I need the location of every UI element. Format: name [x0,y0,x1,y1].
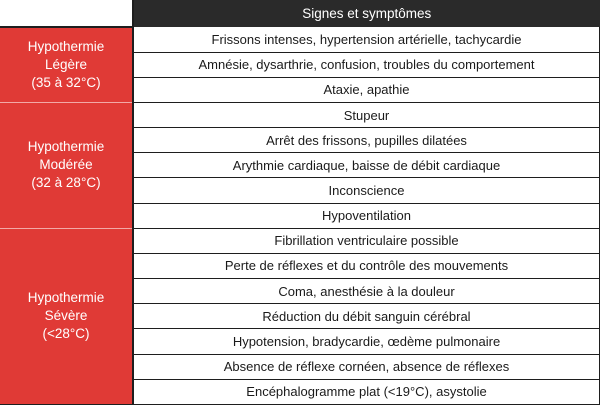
symptom-cell: Amnésie, dysarthrie, confusion, troubles du comportement [133,52,600,77]
table-row [0,27,600,52]
table-row [0,102,600,127]
category-moderate [0,102,133,228]
category-label-line: Hypothermie [27,38,105,54]
symptom-cell: Réduction du débit sanguin cérébral [133,304,600,329]
category-label-line: (35 à 32°C) [31,74,101,90]
symptom-cell: Perte de réflexes et du contrôle des mouvements [133,253,600,278]
header-symptoms: Signes et symptômes [133,0,600,27]
symptom-cell: Encéphalogramme plat (<19°C), asystolie [133,379,600,404]
symptom-cell: Fibrillation ventriculaire possible [133,228,600,253]
category-label-line: Sévère [44,308,88,324]
header-row [0,0,600,27]
category-mild [0,27,133,102]
symptom-cell: Coma, anesthésie à la douleur [133,279,600,304]
symptom-cell: Arrêt des frissons, pupilles dilatées [133,128,600,153]
symptom-cell: Frissons intenses, hypertension artérielle, tachycardie [133,27,600,52]
symptom-cell: Ataxie, apathie [133,77,600,102]
category-label-line: Légère [44,56,88,72]
symptom-cell: Hypotension, bradycardie, œdème pulmonaire [133,329,600,354]
category-label-line: Modérée [39,157,93,173]
symptom-cell: Arythmie cardiaque, baisse de débit cardiaque [133,153,600,178]
symptom-cell: Inconscience [133,178,600,203]
symptom-cell: Absence de réflexe cornéen, absence de réflexes [133,354,600,379]
category-label-line: (<28°C) [42,326,90,342]
symptom-cell: Hypoventilation [133,203,600,228]
category-label-line: Hypothermie [27,290,105,306]
header-empty-cell [0,0,133,27]
table-row [0,228,600,253]
category-label-line: (32 à 28°C) [31,175,101,191]
symptom-cell: Stupeur [133,102,600,127]
category-severe [0,228,133,404]
category-label-line: Hypothermie [27,139,105,155]
